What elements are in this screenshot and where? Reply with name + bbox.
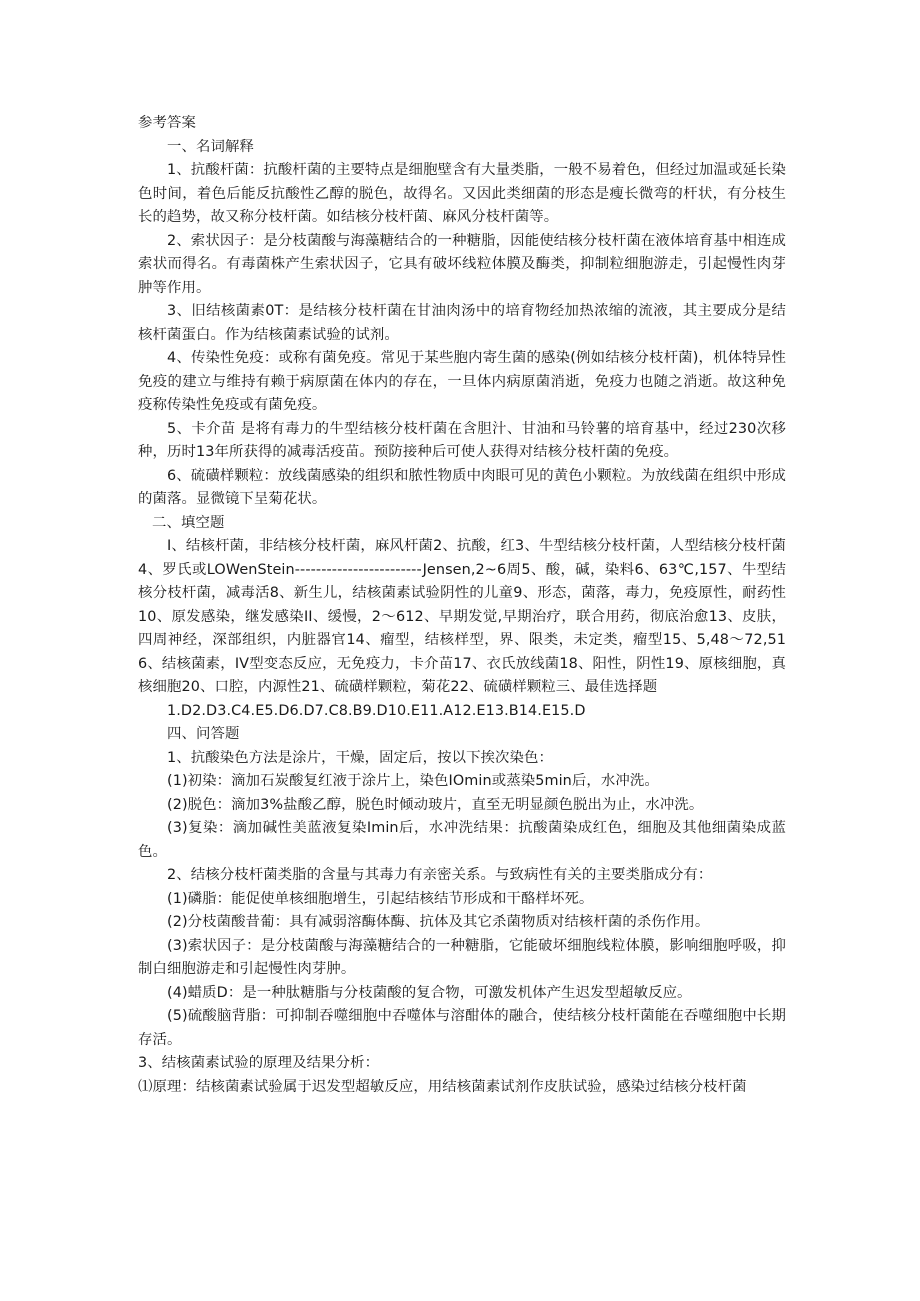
section-heading-1: 一、名词解释 (167, 138, 254, 155)
q2-item-3: (3)索状因子：是分枝菌酸与海藻糖结合的一种糖脂，它能破坏细胞线粒体膜，影响细胞呼吸，抑制白细胞游走和引起慢性肉芽肿。 (138, 937, 786, 977)
q1-step-3: (3)复染：滴加碱性美蓝液复染Imin后，水冲洗结果：抗酸菌染成红色，细胞及其他细菌染成蓝色。 (138, 820, 786, 860)
q3-principle: ⑴原理：结核菌素试验属于迟发型超敏反应，用结核菌素试剂作皮肤试验，感染过结核分枝杆菌 (138, 1078, 747, 1095)
q2-item-2: (2)分枝菌酸昔葡：具有减弱溶酶体酶、抗体及其它杀菌物质对结核杆菌的杀伤作用。 (167, 914, 710, 930)
term-2: 2、索状因子：是分枝菌酸与海藻糖结合的一种糖脂，因能使结核分枝杆菌在液体培育基中相连成索状而得名。有毒菌株产生索状因子，它具有破坏线粒体膜及酶类，抑制粒细胞游走，引起慢性肉芽肿等作用。 (138, 232, 786, 296)
q2-item-4: (4)蜡质D：是一种肽糖脂与分枝菌酸的复合物，可激发机体产生迟发型超敏反应。 (167, 984, 692, 1001)
term-4: 4、传染性免疫：或称有菌免疫。常见于某些胞内寄生菌的感染(例如结核分枝杆菌)，机体特异性免疫的建立与维持有赖于病原菌在体内的存在，一旦体内病原菌消逝，免疫力也随之消逝。故这种免疫称传染性免疫或有菌免疫。 (138, 350, 786, 413)
fill-blank-answers: I、结核杆菌，非结核分枝杆菌，麻风杆菌2、抗酸，红3、牛型结核分枝杆菌，人型结核分枝杆菌4、罗氏或LOWenStein------------------------Jensen,2~6周5、酸，碱，染料6、63℃,157、牛型结核分枝杆菌，减毒活8、新生儿，结核菌素试验阴性的儿童9、形态，菌落，毒力，免疫原性，耐药性10、原发感染，继发感染II、缓慢，2～612、早期发觉,早期治疗，联合用药，彻底治愈13、皮肤，四周神经，深部组织，内脏器官14、瘤型，结核样型，界、限类，未定类，瘤型15、5,48～72,516、结核菌素，IV型变态反应，无免疫力，卡介苗17、衣氏放线菌18、阳性，阴性19、原核细胞，真核细胞20、口腔，内源性21、硫磺样颗粒，菊花22、硫磺样颗粒三、最佳选择题 (138, 538, 786, 695)
term-5: 5、卡介苗 是将有毒力的牛型结核分枝杆菌在含胆汁、甘油和马铃薯的培育基中，经过230次移种，历时13年所获得的减毒活疫苗。预防接种后可使人获得对结核分枝杆菌的免疫。 (138, 420, 786, 460)
question-3: 3、结核菌素试验的原理及结果分析： (138, 1055, 380, 1071)
term-3: 3、旧结核菌素0T：是结核分枝杆菌在甘油肉汤中的培育物经加热浓缩的流液，其主要成分是结核杆菌蛋白。作为结核菌素试验的试剂。 (138, 303, 786, 343)
q2-item-5: (5)硫酸脑背脂：可抑制吞噬细胞中吞噬体与溶酣体的融合，使结核分枝杆菌能在吞噬细胞中长期存活。 (138, 1008, 786, 1048)
question-2: 2、结核分枝杆菌类脂的含量与其毒力有亲密关系。与致病性有关的主要类脂成分有： (167, 867, 713, 883)
choice-answers: 1.D2.D3.C4.E5.D6.D7.C8.B9.D10.E11.A12.E13.B14.E15.D (167, 702, 586, 719)
doc-title: 参考答案 (138, 115, 196, 131)
term-6: 6、硫磺样颗粒：放线菌感染的组织和脓性物质中肉眼可见的黄色小颗粒。为放线菌在组织中形成的菌落。显微镜下呈菊花状。 (138, 467, 786, 507)
term-1: 1、抗酸杆菌：抗酸杆菌的主要特点是细胞壁含有大量类脂，一般不易着色，但经过加温或延长染色时间，着色后能反抗酸性乙醇的脱色，故得名。又因此类细菌的形态是瘦长微弯的杆状，有分枝生长的趋势，故又称分枝杆菌。如结核分枝杆菌、麻风分枝杆菌等。 (138, 162, 786, 225)
question-1: 1、抗酸染色方法是涂片，干燥，固定后，按以下挨次染色： (167, 749, 554, 766)
q1-step-2: (2)脱色：滴加3%盐酸乙醇，脱色时倾动玻片，直至无明显颜色脱出为止，水冲洗。 (167, 796, 704, 813)
q2-item-1: (1)磷脂：能促使单核细胞增生，引起结核结节形成和干酪样坏死。 (167, 890, 594, 907)
document-body (138, 112, 786, 1099)
section-heading-4: 四、问答题 (167, 726, 240, 742)
section-heading-2: 二、填空题 (152, 514, 225, 531)
q1-step-1: (1)初染：滴加石炭酸复红液于涂片上，染色IOmin或蒸染5min后，水冲洗。 (167, 773, 659, 789)
